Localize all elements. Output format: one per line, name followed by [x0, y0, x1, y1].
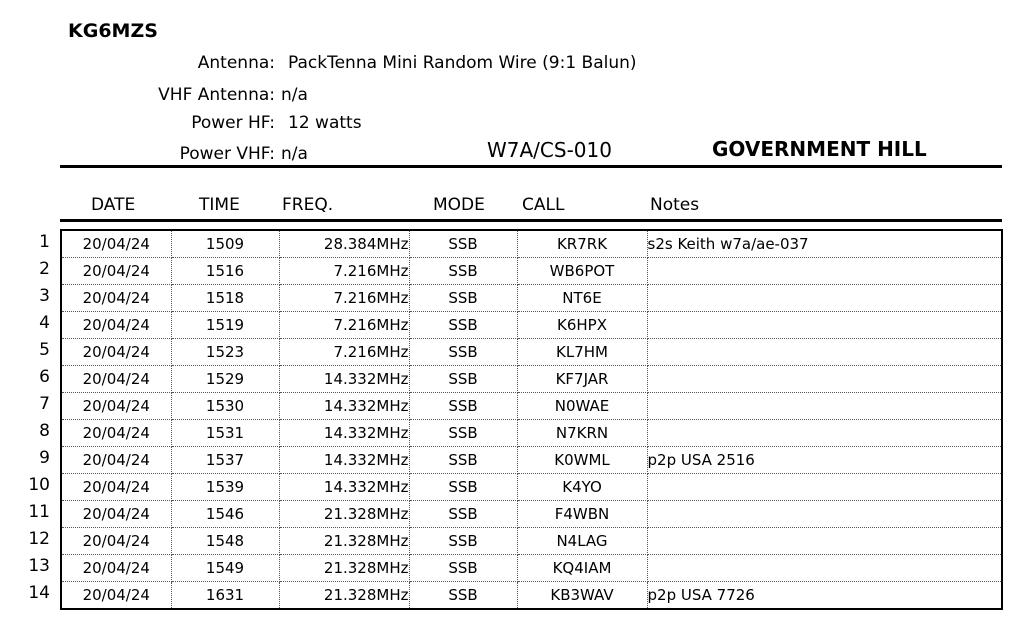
cell-call: K6HPX — [517, 312, 647, 339]
cell-call: K4YO — [517, 474, 647, 501]
cell-notes — [647, 258, 1002, 285]
row-number: 7 — [39, 394, 50, 414]
cell-date: 20/04/24 — [61, 447, 171, 474]
header-divider — [60, 165, 1002, 168]
cell-time: 1529 — [171, 366, 279, 393]
cell-mode: SSB — [409, 582, 517, 610]
cell-freq: 21.328MHz — [279, 582, 409, 610]
cell-notes — [647, 501, 1002, 528]
cell-mode: SSB — [409, 474, 517, 501]
column-header-mode: MODE — [433, 195, 485, 215]
table-row — [61, 474, 1002, 501]
cell-call: KF7JAR — [517, 366, 647, 393]
power-vhf-value: n/a — [281, 144, 308, 164]
cell-mode: SSB — [409, 312, 517, 339]
cell-date: 20/04/24 — [61, 312, 171, 339]
cell-mode: SSB — [409, 555, 517, 582]
cell-mode: SSB — [409, 258, 517, 285]
vhf-antenna-label: VHF Antenna: — [158, 85, 275, 105]
cell-notes — [647, 555, 1002, 582]
row-number: 2 — [39, 259, 50, 279]
cell-freq: 21.328MHz — [279, 501, 409, 528]
cell-time: 1530 — [171, 393, 279, 420]
cell-freq: 28.384MHz — [279, 230, 409, 258]
cell-call: N0WAE — [517, 393, 647, 420]
power-hf-value: 12 watts — [288, 113, 362, 133]
cell-notes — [647, 528, 1002, 555]
cell-call: F4WBN — [517, 501, 647, 528]
cell-freq: 14.332MHz — [279, 420, 409, 447]
row-number: 13 — [28, 556, 50, 576]
cell-freq: 7.216MHz — [279, 312, 409, 339]
cell-notes — [647, 366, 1002, 393]
cell-date: 20/04/24 — [61, 555, 171, 582]
cell-notes: p2p USA 7726 — [647, 582, 1002, 610]
column-header-divider — [60, 219, 1002, 222]
cell-call: K0WML — [517, 447, 647, 474]
cell-call: N4LAG — [517, 528, 647, 555]
cell-mode: SSB — [409, 528, 517, 555]
cell-date: 20/04/24 — [61, 393, 171, 420]
cell-freq: 7.216MHz — [279, 285, 409, 312]
cell-time: 1548 — [171, 528, 279, 555]
table-row — [61, 285, 1002, 312]
cell-mode: SSB — [409, 447, 517, 474]
cell-date: 20/04/24 — [61, 501, 171, 528]
cell-mode: SSB — [409, 420, 517, 447]
cell-freq: 14.332MHz — [279, 474, 409, 501]
cell-call: NT6E — [517, 285, 647, 312]
cell-time: 1519 — [171, 312, 279, 339]
row-number: 6 — [39, 367, 50, 387]
table-row — [61, 501, 1002, 528]
summit-reference: W7A/CS-010 — [487, 138, 612, 162]
row-number: 11 — [28, 502, 50, 522]
table-row — [61, 312, 1002, 339]
cell-time: 1537 — [171, 447, 279, 474]
cell-date: 20/04/24 — [61, 339, 171, 366]
cell-date: 20/04/24 — [61, 366, 171, 393]
row-number-column — [26, 229, 50, 607]
callsign-title: KG6MZS — [68, 20, 158, 42]
cell-notes — [647, 474, 1002, 501]
cell-notes — [647, 339, 1002, 366]
cell-time: 1516 — [171, 258, 279, 285]
cell-call: KQ4IAM — [517, 555, 647, 582]
row-number: 4 — [39, 313, 50, 333]
cell-freq: 7.216MHz — [279, 258, 409, 285]
vhf-antenna-value: n/a — [281, 85, 308, 105]
cell-freq: 14.332MHz — [279, 393, 409, 420]
table-row — [61, 555, 1002, 582]
table-row — [61, 339, 1002, 366]
column-header-notes: Notes — [650, 195, 700, 215]
qso-log-table — [60, 229, 1003, 610]
cell-mode: SSB — [409, 285, 517, 312]
column-header-call: CALL — [522, 195, 565, 215]
cell-notes — [647, 420, 1002, 447]
cell-call: KB3WAV — [517, 582, 647, 610]
cell-mode: SSB — [409, 339, 517, 366]
cell-date: 20/04/24 — [61, 420, 171, 447]
cell-notes: p2p USA 2516 — [647, 447, 1002, 474]
row-number: 8 — [39, 421, 50, 441]
power-vhf-label: Power VHF: — [179, 144, 275, 164]
column-header-freq: FREQ. — [282, 195, 334, 215]
cell-call: N7KRN — [517, 420, 647, 447]
column-header-time: TIME — [199, 195, 240, 215]
row-number: 9 — [39, 448, 50, 468]
cell-freq: 7.216MHz — [279, 339, 409, 366]
cell-time: 1531 — [171, 420, 279, 447]
cell-call: KL7HM — [517, 339, 647, 366]
cell-freq: 14.332MHz — [279, 366, 409, 393]
cell-time: 1546 — [171, 501, 279, 528]
cell-notes — [647, 312, 1002, 339]
row-number: 5 — [39, 340, 50, 360]
antenna-label: Antenna: — [197, 53, 275, 73]
table-row — [61, 366, 1002, 393]
row-number: 1 — [39, 232, 50, 252]
cell-date: 20/04/24 — [61, 230, 171, 258]
cell-freq: 21.328MHz — [279, 528, 409, 555]
row-number: 14 — [28, 583, 50, 603]
cell-date: 20/04/24 — [61, 258, 171, 285]
table-row — [61, 393, 1002, 420]
cell-date: 20/04/24 — [61, 285, 171, 312]
row-number: 12 — [28, 529, 50, 549]
cell-mode: SSB — [409, 501, 517, 528]
cell-time: 1518 — [171, 285, 279, 312]
table-row — [61, 528, 1002, 555]
cell-freq: 21.328MHz — [279, 555, 409, 582]
cell-call: WB6POT — [517, 258, 647, 285]
cell-date: 20/04/24 — [61, 528, 171, 555]
table-row — [61, 258, 1002, 285]
cell-time: 1539 — [171, 474, 279, 501]
antenna-value: PackTenna Mini Random Wire (9:1 Balun) — [288, 53, 637, 73]
column-header-date: DATE — [91, 195, 136, 215]
row-number: 3 — [39, 286, 50, 306]
cell-notes: s2s Keith w7a/ae-037 — [647, 230, 1002, 258]
cell-notes — [647, 285, 1002, 312]
cell-mode: SSB — [409, 393, 517, 420]
cell-date: 20/04/24 — [61, 582, 171, 610]
row-number: 10 — [28, 475, 50, 495]
cell-freq: 14.332MHz — [279, 447, 409, 474]
cell-mode: SSB — [409, 230, 517, 258]
cell-time: 1549 — [171, 555, 279, 582]
cell-mode: SSB — [409, 366, 517, 393]
cell-time: 1631 — [171, 582, 279, 610]
cell-time: 1509 — [171, 230, 279, 258]
power-hf-label: Power HF: — [191, 113, 275, 133]
cell-notes — [647, 393, 1002, 420]
table-row — [61, 447, 1002, 474]
table-row — [61, 582, 1002, 610]
table-row — [61, 230, 1002, 258]
cell-call: KR7RK — [517, 230, 647, 258]
cell-date: 20/04/24 — [61, 474, 171, 501]
summit-name: GOVERNMENT HILL — [712, 137, 927, 161]
table-row — [61, 420, 1002, 447]
cell-time: 1523 — [171, 339, 279, 366]
